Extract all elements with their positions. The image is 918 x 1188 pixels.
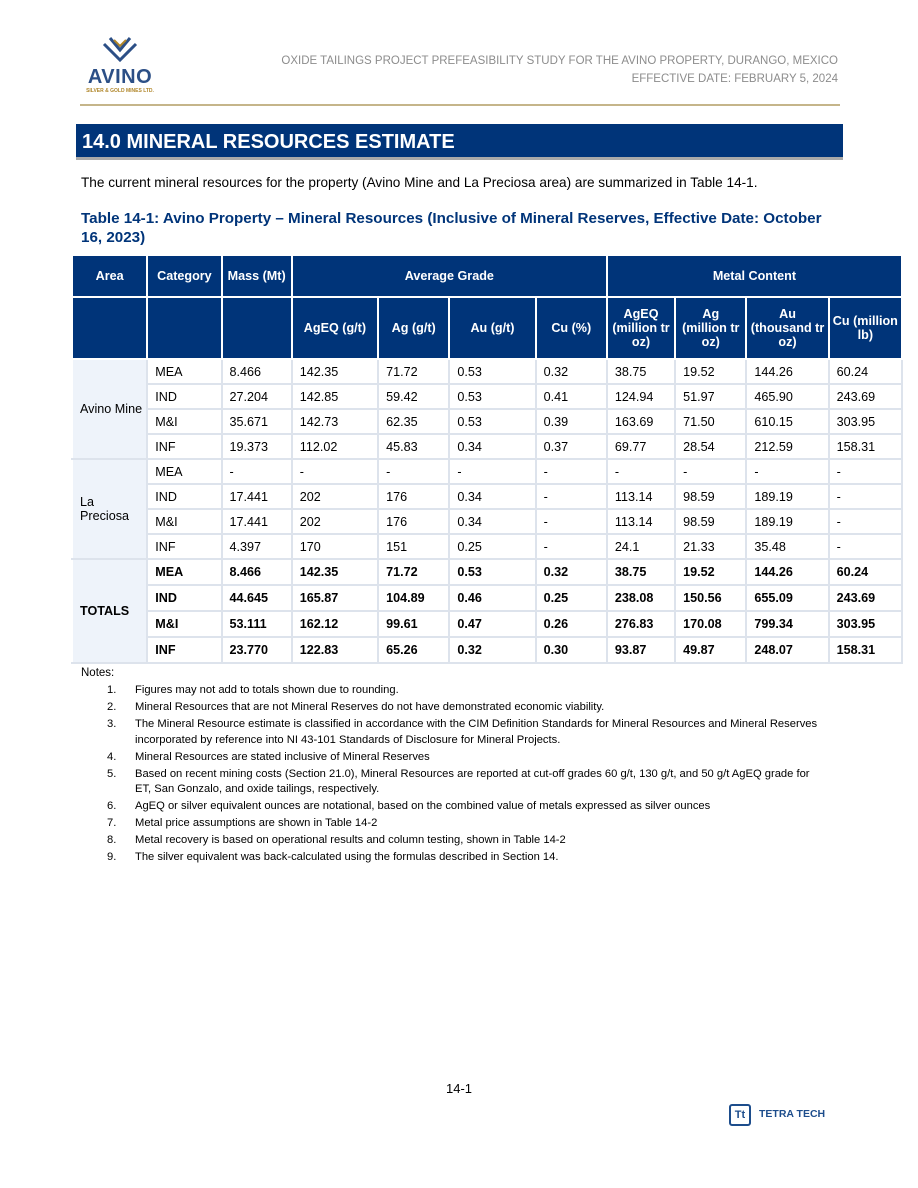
table-row: [72, 559, 902, 585]
value-cell: 610.15: [746, 409, 828, 434]
value-cell: 0.34: [449, 484, 535, 509]
value-cell: 276.83: [607, 611, 675, 637]
table-row: [72, 359, 902, 384]
category-cell: M&I: [147, 409, 221, 434]
value-cell: 243.69: [829, 585, 902, 611]
note-item: [107, 799, 827, 815]
value-cell: 162.12: [292, 611, 378, 637]
col-cu-metal: Cu (million lb): [829, 297, 902, 359]
category-cell: INF: [147, 534, 221, 559]
value-cell: 170.08: [675, 611, 746, 637]
note-number: 3.: [107, 718, 117, 730]
avino-logo: [84, 36, 156, 98]
value-cell: 0.25: [536, 585, 607, 611]
category-cell: MEA: [147, 559, 221, 585]
category-cell: IND: [147, 384, 221, 409]
value-cell: 93.87: [607, 637, 675, 663]
value-cell: 71.50: [675, 409, 746, 434]
note-text: Mineral Resources that are not Mineral Reserves do not have demonstrated economic viability.: [135, 701, 605, 713]
value-cell: -: [829, 484, 902, 509]
value-cell: 0.32: [536, 559, 607, 585]
value-cell: 23.770: [222, 637, 292, 663]
value-cell: 4.397: [222, 534, 292, 559]
value-cell: 303.95: [829, 611, 902, 637]
value-cell: -: [222, 459, 292, 484]
table-row: [72, 459, 902, 484]
table-row: [72, 384, 902, 409]
value-cell: 45.83: [378, 434, 449, 459]
value-cell: 151: [378, 534, 449, 559]
note-text: Based on recent mining costs (Section 21.0), Mineral Resources are reported at cut-off grades 60 g/t, 130 g/t, and 50 g/t AgEQ grade for ET, San Gonzalo, and oxide tailings, respectively.: [135, 767, 810, 795]
value-cell: 655.09: [746, 585, 828, 611]
value-cell: 176: [378, 484, 449, 509]
value-cell: 0.25: [449, 534, 535, 559]
value-cell: 189.19: [746, 509, 828, 534]
value-cell: 71.72: [378, 559, 449, 585]
value-cell: 0.37: [536, 434, 607, 459]
area-cell: TOTALS: [72, 559, 147, 663]
value-cell: 465.90: [746, 384, 828, 409]
col-ageq-grade: AgEQ (g/t): [292, 297, 378, 359]
note-item: [107, 750, 827, 766]
header-row-1: [72, 255, 902, 297]
note-text: AgEQ or silver equivalent ounces are notational, based on the combined value of metals expressed as silver ounces: [135, 800, 711, 812]
value-cell: 144.26: [746, 559, 828, 585]
value-cell: 69.77: [607, 434, 675, 459]
value-cell: 142.35: [292, 359, 378, 384]
col-average-grade: Average Grade: [292, 255, 607, 297]
col-area: Area: [72, 255, 147, 297]
value-cell: 163.69: [607, 409, 675, 434]
note-item: [107, 833, 827, 849]
value-cell: 0.53: [449, 409, 535, 434]
value-cell: -: [536, 509, 607, 534]
running-header: [281, 52, 838, 88]
table-row: [72, 484, 902, 509]
value-cell: 0.53: [449, 384, 535, 409]
value-cell: 62.35: [378, 409, 449, 434]
value-cell: 0.53: [449, 359, 535, 384]
table-row: [72, 409, 902, 434]
note-number: 2.: [107, 701, 117, 713]
value-cell: 0.32: [536, 359, 607, 384]
value-cell: -: [829, 534, 902, 559]
logo-word: AVINO: [87, 66, 153, 88]
note-number: 5.: [107, 767, 117, 780]
value-cell: 38.75: [607, 559, 675, 585]
category-cell: IND: [147, 585, 221, 611]
note-item: [107, 683, 827, 699]
value-cell: 44.645: [222, 585, 292, 611]
value-cell: 176: [378, 509, 449, 534]
value-cell: 98.59: [675, 509, 746, 534]
note-number: 1.: [107, 684, 117, 696]
value-cell: -: [536, 484, 607, 509]
value-cell: 113.14: [607, 484, 675, 509]
value-cell: 144.26: [746, 359, 828, 384]
col-cu-grade: Cu (%): [536, 297, 607, 359]
value-cell: 21.33: [675, 534, 746, 559]
table-row: [72, 611, 902, 637]
value-cell: 27.204: [222, 384, 292, 409]
note-text: Metal price assumptions are shown in Table 14-2: [135, 817, 378, 829]
value-cell: -: [675, 459, 746, 484]
avino-logo-mark-icon: [84, 36, 156, 66]
value-cell: 19.373: [222, 434, 292, 459]
value-cell: 51.97: [675, 384, 746, 409]
table-row: [72, 534, 902, 559]
value-cell: 98.59: [675, 484, 746, 509]
value-cell: 248.07: [746, 637, 828, 663]
value-cell: 122.83: [292, 637, 378, 663]
value-cell: 35.671: [222, 409, 292, 434]
value-cell: 60.24: [829, 359, 902, 384]
value-cell: 799.34: [746, 611, 828, 637]
section-title: 14.0 MINERAL RESOURCES ESTIMATE: [82, 131, 455, 153]
value-cell: 0.30: [536, 637, 607, 663]
value-cell: 19.52: [675, 559, 746, 585]
value-cell: -: [746, 459, 828, 484]
value-cell: 24.1: [607, 534, 675, 559]
value-cell: 212.59: [746, 434, 828, 459]
value-cell: 60.24: [829, 559, 902, 585]
col-metal-content: Metal Content: [607, 255, 902, 297]
table-row: [72, 509, 902, 534]
col-category: Category: [147, 255, 221, 297]
note-number: 8.: [107, 834, 117, 846]
category-cell: IND: [147, 484, 221, 509]
note-text: Mineral Resources are stated inclusive of Mineral Reserves: [135, 750, 430, 763]
note-item: [107, 700, 827, 716]
category-cell: M&I: [147, 611, 221, 637]
value-cell: 0.47: [449, 611, 535, 637]
note-text: Metal recovery is based on operational results and column testing, shown in Table 14-2: [135, 834, 566, 846]
note-item: [107, 767, 827, 798]
page-number: 14-1: [445, 1081, 473, 1096]
col-blank: [72, 297, 147, 359]
value-cell: 35.48: [746, 534, 828, 559]
value-cell: 158.31: [829, 637, 902, 663]
section-heading: [76, 124, 843, 160]
note-item: [107, 850, 827, 866]
note-number: 9.: [107, 851, 117, 863]
value-cell: 71.72: [378, 359, 449, 384]
table-row: [72, 637, 902, 663]
value-cell: 158.31: [829, 434, 902, 459]
tetra-tech-mark-icon: Tt: [729, 1104, 751, 1126]
value-cell: -: [449, 459, 535, 484]
value-cell: 202: [292, 509, 378, 534]
col-blank: [147, 297, 221, 359]
notes-list: [107, 683, 827, 867]
value-cell: 113.14: [607, 509, 675, 534]
note-number: 7.: [107, 817, 117, 829]
value-cell: 303.95: [829, 409, 902, 434]
area-cell: Avino Mine: [72, 359, 147, 459]
area-cell: La Preciosa: [72, 459, 147, 559]
value-cell: 0.46: [449, 585, 535, 611]
value-cell: 17.441: [222, 509, 292, 534]
note-item: [107, 816, 827, 832]
value-cell: 104.89: [378, 585, 449, 611]
table-caption: Table 14-1: Avino Property – Mineral Resources (Inclusive of Mineral Reserves, Effective Date: October 16, 2023): [81, 210, 822, 246]
table-row: [72, 434, 902, 459]
col-au-metal: Au (thousand tr oz): [746, 297, 828, 359]
value-cell: 59.42: [378, 384, 449, 409]
col-mass: Mass (Mt): [222, 255, 292, 297]
value-cell: 65.26: [378, 637, 449, 663]
value-cell: 238.08: [607, 585, 675, 611]
value-cell: -: [829, 459, 902, 484]
value-cell: -: [292, 459, 378, 484]
header-row-2: [72, 297, 902, 359]
value-cell: -: [536, 534, 607, 559]
value-cell: 53.111: [222, 611, 292, 637]
category-cell: INF: [147, 637, 221, 663]
category-cell: MEA: [147, 459, 221, 484]
intro-paragraph: The current mineral resources for the property (Avino Mine and La Preciosa area) are summarized in Table 14-1.: [81, 175, 758, 190]
value-cell: 124.94: [607, 384, 675, 409]
value-cell: 112.02: [292, 434, 378, 459]
category-cell: INF: [147, 434, 221, 459]
col-au-grade: Au (g/t): [449, 297, 535, 359]
value-cell: 0.53: [449, 559, 535, 585]
value-cell: 170: [292, 534, 378, 559]
value-cell: 189.19: [746, 484, 828, 509]
value-cell: 19.52: [675, 359, 746, 384]
note-number: 6.: [107, 800, 117, 812]
table-row: [72, 585, 902, 611]
notes-title: Notes:: [81, 667, 115, 679]
col-blank: [222, 297, 292, 359]
value-cell: 142.73: [292, 409, 378, 434]
col-ag-metal: Ag (million tr oz): [675, 297, 746, 359]
value-cell: 38.75: [607, 359, 675, 384]
value-cell: 8.466: [222, 359, 292, 384]
value-cell: 0.39: [536, 409, 607, 434]
value-cell: 99.61: [378, 611, 449, 637]
value-cell: 28.54: [675, 434, 746, 459]
header-rule: [80, 104, 840, 106]
value-cell: -: [536, 459, 607, 484]
value-cell: -: [829, 509, 902, 534]
note-number: 4.: [107, 750, 117, 763]
header-line-2: EFFECTIVE DATE: FEBRUARY 5, 2024: [631, 73, 838, 85]
value-cell: 142.85: [292, 384, 378, 409]
note-text: The silver equivalent was back-calculated using the formulas described in Section 14.: [135, 851, 559, 863]
note-item: [107, 717, 827, 748]
mineral-resources-table: [71, 254, 903, 664]
value-cell: 0.26: [536, 611, 607, 637]
value-cell: 49.87: [675, 637, 746, 663]
col-ageq-metal: AgEQ (million tr oz): [607, 297, 675, 359]
value-cell: -: [607, 459, 675, 484]
value-cell: 0.41: [536, 384, 607, 409]
note-text: The Mineral Resource estimate is classified in accordance with the CIM Definition Standards for Mineral Resources and Mineral Reserves incorporated by reference into NI 43-101 Standards of Disclosure for Mineral Projects.: [135, 718, 818, 746]
value-cell: 0.34: [449, 434, 535, 459]
value-cell: 165.87: [292, 585, 378, 611]
value-cell: -: [378, 459, 449, 484]
header-line-1: OXIDE TAILINGS PROJECT PREFEASIBILITY STUDY FOR THE AVINO PROPERTY, DURANGO, MEXICO: [281, 55, 838, 67]
logo-subtitle: SILVER & GOLD MINES LTD.: [86, 88, 154, 94]
value-cell: 142.35: [292, 559, 378, 585]
note-text: Figures may not add to totals shown due to rounding.: [135, 684, 399, 696]
col-ag-grade: Ag (g/t): [378, 297, 449, 359]
value-cell: 202: [292, 484, 378, 509]
category-cell: M&I: [147, 509, 221, 534]
value-cell: 150.56: [675, 585, 746, 611]
tetra-tech-word: TETRA TECH: [759, 1108, 826, 1120]
tetra-tech-logo: [729, 1104, 839, 1130]
value-cell: 243.69: [829, 384, 902, 409]
category-cell: MEA: [147, 359, 221, 384]
value-cell: 17.441: [222, 484, 292, 509]
value-cell: 0.34: [449, 509, 535, 534]
value-cell: 8.466: [222, 559, 292, 585]
value-cell: 0.32: [449, 637, 535, 663]
